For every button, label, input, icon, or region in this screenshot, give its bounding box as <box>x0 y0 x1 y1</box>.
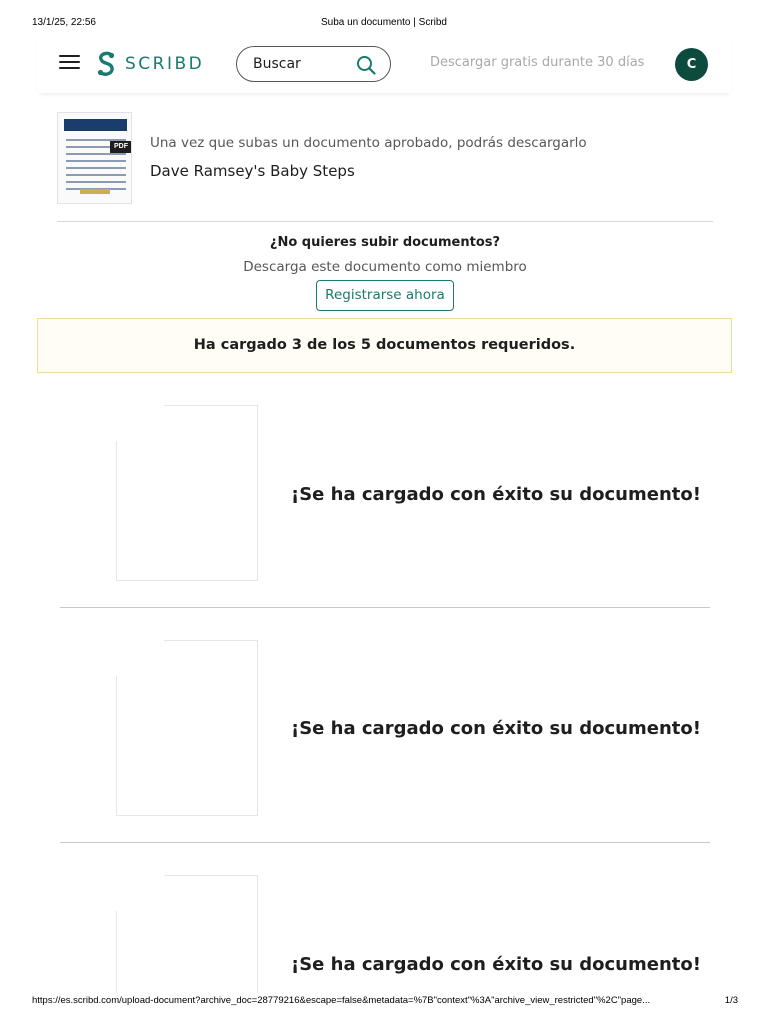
scribd-logo-icon <box>95 51 117 77</box>
print-page-title: Suba un documento | Scribd <box>320 17 447 28</box>
free-trial-link[interactable]: Descargar gratis durante 30 días <box>430 55 645 70</box>
upload-success-message: ¡Se ha cargado con éxito su documento! <box>291 484 701 505</box>
document-preview <box>116 875 258 993</box>
print-page-count: 1/3 <box>724 995 738 1006</box>
document-thumbnail[interactable] <box>57 112 132 204</box>
document-preview <box>116 640 258 816</box>
no-upload-section <box>57 234 713 311</box>
search-input[interactable] <box>236 46 391 82</box>
scribd-logo[interactable] <box>95 50 204 78</box>
user-avatar[interactable]: C <box>675 48 708 81</box>
uploaded-document-row <box>60 843 710 993</box>
search-icon[interactable] <box>356 55 376 75</box>
no-upload-question: ¿No quieres subir documentos? <box>269 235 501 250</box>
document-preview <box>116 405 258 581</box>
hamburger-menu-icon[interactable] <box>59 55 80 71</box>
top-navigation <box>37 36 732 93</box>
upload-success-message: ¡Se ha cargado con éxito su documento! <box>291 718 701 739</box>
search-placeholder: Buscar <box>253 56 301 72</box>
document-info <box>57 110 713 222</box>
upload-success-message: ¡Se ha cargado con éxito su documento! <box>291 954 701 975</box>
member-download-text: Descarga este documento como miembro <box>243 259 527 275</box>
print-url: https://es.scribd.com/upload-document?archive_doc=28779216&escape=false&metadata=%7B"context"%3A"archive_view_restricted"%2C"page... <box>32 995 651 1006</box>
logo-wordmark: SCRIBD <box>125 54 205 74</box>
pdf-badge: PDF <box>110 141 132 153</box>
document-title[interactable]: Dave Ramsey's Baby Steps <box>150 162 355 180</box>
register-button[interactable]: Registrarse ahora <box>316 280 454 311</box>
uploaded-document-row <box>60 373 710 608</box>
uploaded-document-row <box>60 608 710 843</box>
print-header <box>0 17 768 31</box>
upload-progress-banner: Ha cargado 3 de los 5 documentos requeridos. <box>37 318 732 373</box>
print-date: 13/1/25, 22:56 <box>32 17 96 28</box>
download-notice: Una vez que subas un documento aprobado, podrás descargarlo <box>150 135 587 151</box>
print-footer <box>0 995 768 1009</box>
